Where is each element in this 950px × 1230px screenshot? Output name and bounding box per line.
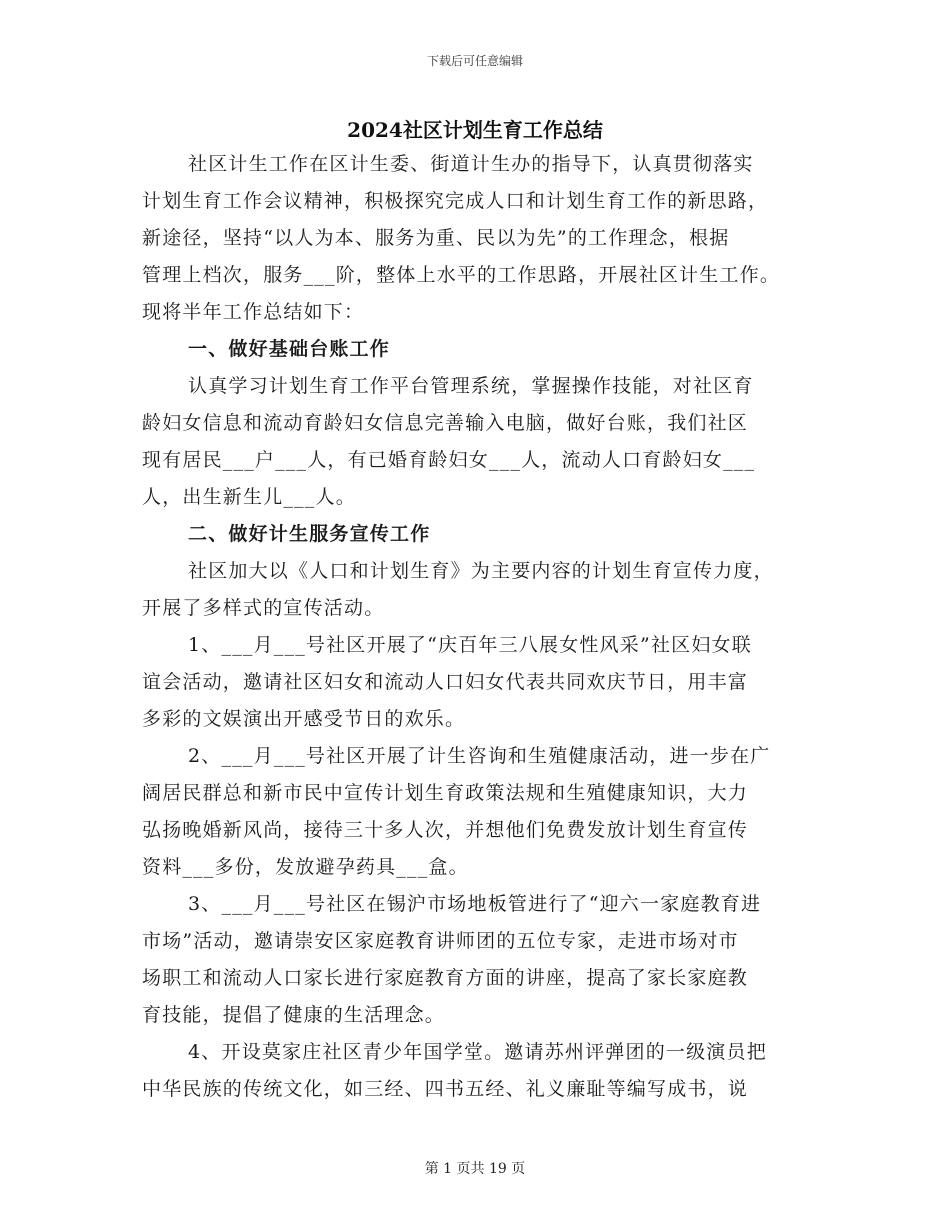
- text-line: 中华民族的传统文化，如三经、四书五经、礼义廉耻等编写成书，说: [142, 1078, 749, 1100]
- text-line: 现将半年工作总结如下：: [142, 301, 365, 323]
- text-line: 社区加大以《人口和计划生育》为主要内容的计划生育宣传力度，: [188, 560, 774, 582]
- document-title: 2024社区计划生育工作总结: [347, 118, 603, 142]
- text-line: 新途径，坚持“以人为本、服务为重、民以为先”的工作理念，根据: [142, 227, 730, 249]
- text-line: 管理上档次，服务___阶，整体上水平的工作思路，开展社区计生工作。: [142, 264, 781, 286]
- text-line: 4、开设莫家庄社区青少年国学堂。邀请苏州评弹团的一级演员把: [188, 1041, 767, 1063]
- text-line: 1、___月___号社区开展了“庆百年三八展女性风采”社区妇女联: [188, 634, 752, 656]
- text-line: 认真学习计划生育工作平台管理系统，掌握操作技能，对社区育: [188, 375, 754, 397]
- text-line: 3、___月___号社区在锡沪市场地板管进行了“迎六一家庭教育进: [188, 893, 762, 915]
- text-line: 计划生育工作会议精神，积极探究完成人口和计划生育工作的新思路，: [142, 190, 769, 212]
- text-line: 场职工和流动人口家长进行家庭教育方面的讲座，提高了家长家庭教: [142, 967, 749, 989]
- text-line: 弘扬晚婚新风尚，接待三十多人次，并想他们免费发放计划生育宣传: [142, 819, 749, 841]
- text-line: 人，出生新生儿___人。: [142, 486, 356, 508]
- text-line: 社区计生工作在区计生委、街道计生办的指导下，认真贯彻落实: [188, 153, 754, 175]
- section-heading: 二、做好计生服务宣传工作: [188, 523, 431, 545]
- text-line: 市场”活动，邀请崇安区家庭教育讲师团的五位专家，走进市场对市: [142, 930, 739, 952]
- text-line: 龄妇女信息和流动育龄妇女信息完善输入电脑，做好台账，我们社区: [142, 412, 749, 434]
- text-line: 育技能，提倡了健康的生活理念。: [142, 1004, 446, 1026]
- page-header: 下载后可任意编辑: [426, 54, 523, 68]
- text-line: 阔居民群总和新市民中宣传计划生育政策法规和生殖健康知识，大力: [142, 782, 749, 804]
- page-footer: 第 1 页共 19 页: [424, 1161, 526, 1177]
- text-line: 多彩的文娱演出开感受节日的欢乐。: [142, 708, 466, 730]
- text-line: 现有居民___户___人，有已婚育龄妇女___人，流动人口育龄妇女___: [142, 449, 756, 471]
- text-line: 2、___月___号社区开展了计生咨询和生殖健康活动，进一步在广: [188, 745, 771, 767]
- section-heading: 一、做好基础台账工作: [188, 338, 391, 360]
- text-line: 开展了多样式的宣传活动。: [142, 597, 385, 619]
- text-line: 谊会活动，邀请社区妇女和流动人口妇女代表共同欢庆节日，用丰富: [142, 671, 749, 693]
- text-line: 资料___多份，发放避孕药具___盒。: [142, 856, 469, 878]
- document-body: [142, 146, 822, 1108]
